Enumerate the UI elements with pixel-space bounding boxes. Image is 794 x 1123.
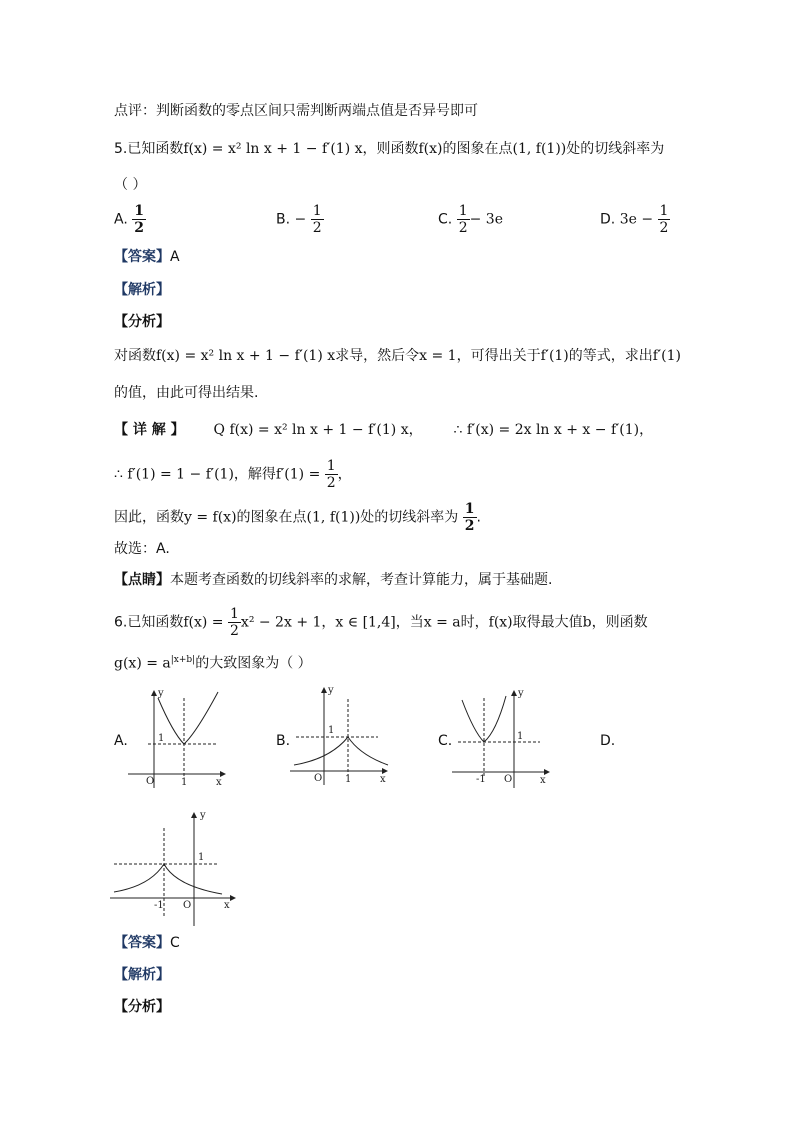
graph-a [128, 688, 228, 788]
option-letter: D. [600, 211, 616, 228]
y-label: y [158, 688, 164, 699]
q6-option-a-label: A. [114, 733, 128, 749]
one-label: 1 [158, 733, 165, 744]
option-prefix: 3e − [619, 211, 654, 228]
option-prefix: − [294, 211, 307, 228]
q5-fenxi-line2: 的值，由此可得出结果. [114, 385, 259, 401]
tick-neg-one-label: -1 [476, 774, 486, 785]
option-letter: A. [114, 211, 128, 228]
q5-detail-line2: ∴ f′(1) = 1 − f′(1)，解得f′(1) = $\frac{1}{2}$ ， [114, 458, 352, 491]
q5-intro: 5.已知函数 [114, 141, 184, 157]
fraction: $\frac{1}{2}$ [230, 606, 239, 639]
tick-one-label: 1 [345, 774, 352, 785]
q5-detail-line1: 【 详 解 】 Q f(x) = x² ln x + 1 − f′(1) x， ∴ f′(x) = 2x ln x + x − f′(1)， [114, 422, 654, 438]
x-label: x [540, 775, 546, 786]
q5-mid: ，则函数 [362, 141, 419, 157]
origin-label: O [146, 776, 155, 787]
graph-b [290, 685, 390, 785]
q5-fenxi-line1: 对函数f(x) = x² ln x + 1 − f′(1) x求导，然后令x = 1，可得出关于f′(1)的等式，求出f′(1) [114, 348, 681, 364]
option-letter: B. [276, 211, 291, 228]
q5-analysis-tag: 【解析】 [114, 282, 170, 298]
origin-label: O [504, 774, 513, 785]
y-label: y [200, 810, 206, 821]
q5-option-a [114, 203, 146, 236]
x-label: x [224, 900, 230, 911]
q6-option-c-label: C. [438, 733, 453, 749]
comment-line: 点评：判断函数的零点区间只需判断两端点值是否异号即可 [114, 103, 478, 119]
q5-fx2: f(x) [418, 141, 443, 157]
q6-analysis-tag: 【解析】 [114, 967, 170, 983]
q5-option-c [438, 203, 503, 236]
q6-fenxi-tag: 【分析】 [114, 999, 170, 1015]
fraction: $\frac{1}{2}$ [458, 203, 468, 236]
option-suffix: − 3e [469, 211, 503, 228]
q5-tail: 处的切线斜率为 [566, 141, 665, 157]
q6-option-b-label: B. [276, 733, 291, 749]
fraction: $\frac{1}{2}$ [312, 203, 322, 236]
answer-value: A [170, 249, 180, 265]
option-letter: C. [438, 211, 453, 228]
detail-tag: 【 详 解 】 [114, 422, 185, 438]
tick-one-label: 1 [181, 777, 188, 788]
q5-option-d [600, 203, 670, 236]
q5-function: f(x) = x² ln x + 1 − f′(1) x [183, 141, 363, 157]
fraction: $\frac{1}{2}$ [464, 501, 475, 534]
one-label: 1 [517, 731, 524, 742]
q5-answer [114, 247, 180, 267]
x-label: x [380, 774, 386, 785]
origin-label: O [314, 773, 323, 784]
q5-stem [114, 139, 664, 159]
y-label: y [518, 688, 524, 699]
y-label: y [328, 685, 334, 696]
one-label: 1 [328, 725, 335, 736]
origin-label: O [183, 900, 192, 911]
x-label: x [216, 777, 222, 788]
fraction: $\frac{1}{2}$ [134, 203, 144, 236]
q5-paren: （ ） [114, 177, 147, 193]
q6-option-d-label: D. [600, 733, 616, 749]
graph-c [452, 688, 552, 788]
fraction: $\frac{1}{2}$ [326, 458, 336, 491]
graph-d [110, 808, 250, 928]
one-label: 1 [198, 852, 205, 863]
q6-stem: 6.已知函数f(x) = $\frac{1}{2}$ x² − 2x + 1，x ∈ [1,4]，当x = a时，f(x)取得最大值b，则函数 [114, 606, 648, 639]
q5-point: (1, f(1)) [512, 141, 567, 157]
q5-detail-line3: 因此，函数y = f(x)的图象在点(1, f(1))处的切线斜率为 $\frac{1}{2}$ . [114, 501, 481, 534]
q6-stem-line2: $g(x) = a^{|x+b|}$的大致图象为（ ） [114, 655, 312, 672]
tick-neg-one-label: -1 [154, 900, 164, 911]
q5-mid2: 的图象在点 [442, 141, 513, 157]
q5-option-b [276, 203, 324, 236]
fraction: $\frac{1}{2}$ [659, 203, 669, 236]
q5-fenxi-tag: 【分析】 [114, 314, 170, 330]
q6-answer: 【答案】C [114, 935, 180, 951]
q5-dianjing: 【点睛】本题考查函数的切线斜率的求解，考查计算能力，属于基础题. [114, 572, 553, 588]
answer-tag: 【答案】 [114, 249, 170, 265]
q5-choose: 故选：A. [114, 541, 170, 557]
